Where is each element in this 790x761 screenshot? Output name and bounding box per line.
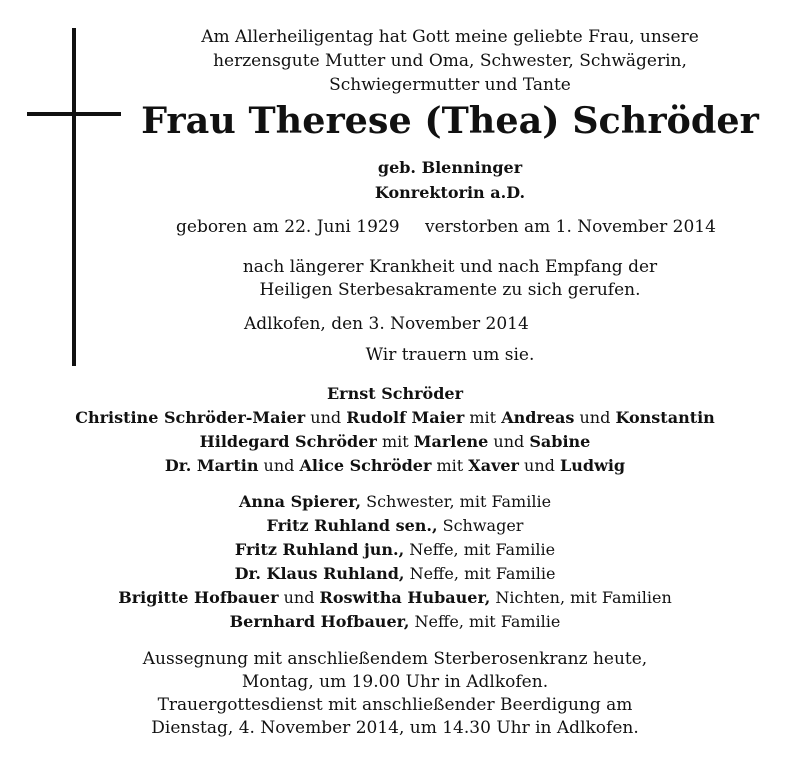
connector: und [488, 432, 530, 451]
intro-line-3: Schwiegermutter und Tante [329, 75, 571, 95]
connector: und [574, 408, 616, 427]
relative-name: Fritz Ruhland jun., [234, 540, 405, 559]
relative-name: Roswitha Hubauer, [319, 588, 491, 607]
relative-role: Schwester, mit Familie [361, 492, 552, 511]
family-name: Ernst Schröder [326, 384, 464, 403]
family-name: Sabine [529, 432, 591, 451]
connector: mit [376, 432, 414, 451]
service-line-1: Aussegnung mit anschließendem Sterberosenkranz heute, [142, 649, 648, 669]
family-name: Ludwig [560, 456, 626, 475]
relative-role: Neffe, mit Familie [404, 540, 556, 559]
intro-line-2: herzensgute Mutter und Oma, Schwester, Schwägerin, [213, 51, 687, 71]
family-line-4 [0, 458, 790, 474]
cross-icon [72, 28, 76, 366]
connector: und [278, 588, 320, 607]
family-name: Andreas [501, 408, 575, 427]
family-name: Konstantin [615, 408, 715, 427]
connector: mit [464, 408, 502, 427]
relative-line [0, 542, 790, 558]
service-line-2: Montag, um 19.00 Uhr in Adlkofen. [241, 672, 549, 692]
profession: Konrektorin a.D. [374, 183, 526, 202]
death-date: verstorben am 1. November 2014 [425, 217, 716, 237]
relative-name: Dr. Klaus Ruhland, [234, 564, 405, 583]
family-name: Rudolf Maier [346, 408, 465, 427]
relative-line [0, 566, 790, 582]
circumstances-line-1: nach längerer Krankheit und nach Empfang der [242, 257, 658, 277]
relative-line [0, 518, 790, 534]
mourning-line: Wir trauern um sie. [365, 345, 535, 365]
circumstances-line-2: Heiligen Sterbesakramente zu sich gerufen. [259, 280, 641, 300]
place-date: Adlkofen, den 3. November 2014 [244, 314, 529, 334]
intro-line-1: Am Allerheiligentag hat Gott meine geliebte Frau, unsere [201, 27, 699, 47]
service-line-3: Trauergottesdienst mit anschließender Beerdigung am [157, 695, 633, 715]
connector: und [518, 456, 560, 475]
relative-name: Brigitte Hofbauer [118, 588, 279, 607]
connector: und [258, 456, 300, 475]
relative-name: Bernhard Hofbauer, [229, 612, 410, 631]
relative-line [0, 614, 790, 630]
relative-role: Nichten, mit Familien [490, 588, 672, 607]
family-line-2 [0, 410, 790, 426]
relative-name: Fritz Ruhland sen., [266, 516, 438, 535]
connector: und [305, 408, 347, 427]
relative-role: Schwager [437, 516, 524, 535]
birth-name: geb. Blenninger [377, 158, 523, 177]
family-name: Dr. Martin [164, 456, 259, 475]
relative-role: Neffe, mit Familie [404, 564, 556, 583]
family-line-3 [0, 434, 790, 450]
family-line-1 [0, 386, 790, 402]
birth-date: geboren am 22. Juni 1929 [176, 217, 400, 237]
family-name: Marlene [413, 432, 489, 451]
cross-icon-bar [27, 112, 121, 116]
service-line-4: Dienstag, 4. November 2014, um 14.30 Uhr in Adlkofen. [151, 718, 639, 738]
connector: mit [431, 456, 469, 475]
family-name: Alice Schröder [299, 456, 432, 475]
relative-line [0, 494, 790, 510]
relative-line [0, 590, 790, 606]
family-name: Hildegard Schröder [199, 432, 377, 451]
relative-role: Neffe, mit Familie [409, 612, 561, 631]
relative-name: Anna Spierer, [238, 492, 362, 511]
family-name: Christine Schröder-Maier [75, 408, 306, 427]
family-name: Xaver [468, 456, 519, 475]
deceased-name: Frau Therese (Thea) Schröder [141, 99, 759, 142]
